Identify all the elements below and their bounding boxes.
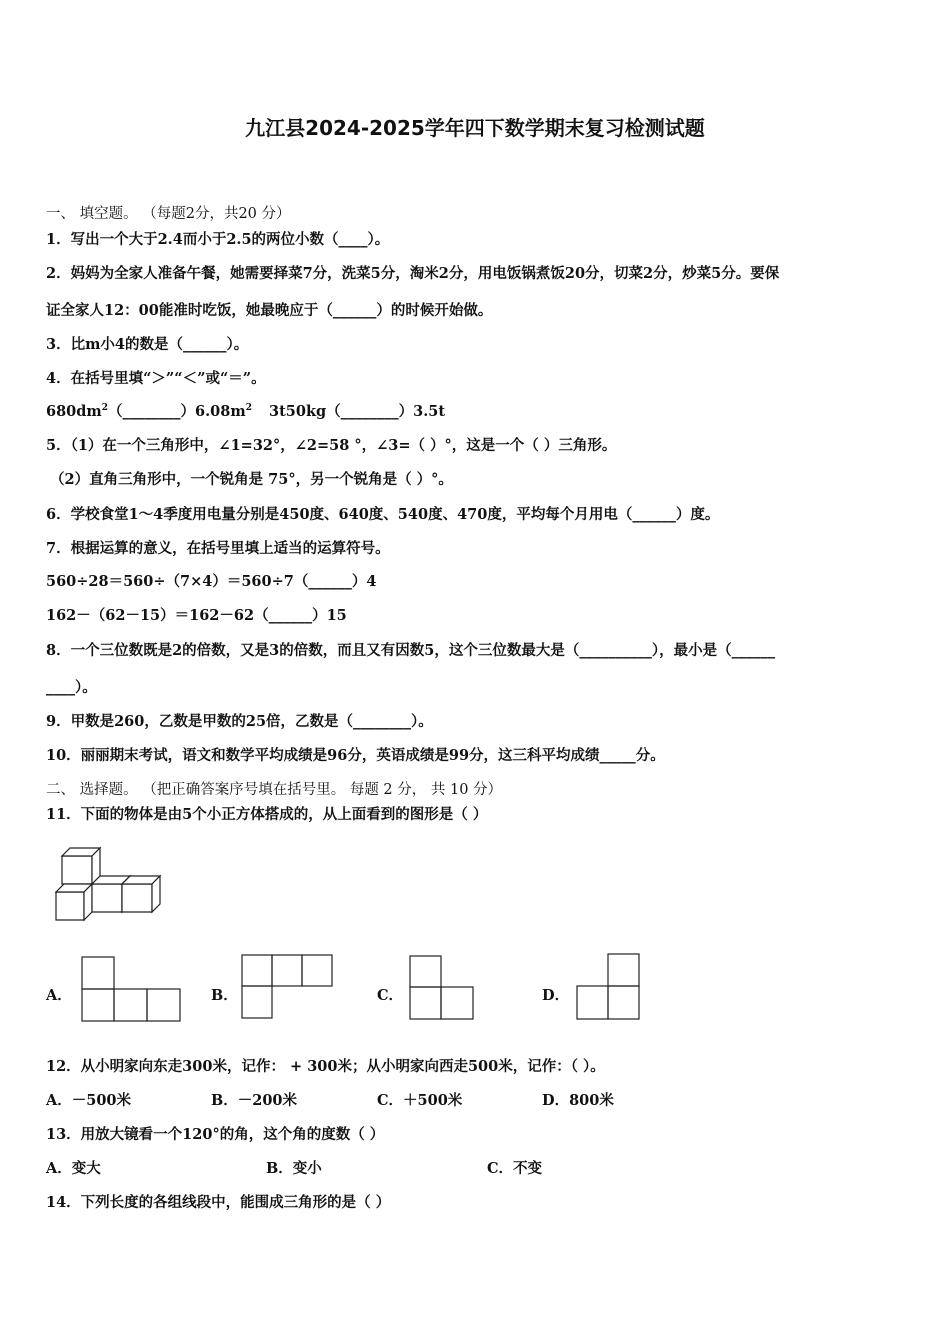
question-8-line-1: 8．一个三位数既是2的倍数，又是3的倍数，而且又有因数5，这个三位数最大是（__________），最小是（______: [46, 642, 776, 659]
q12-option-d: D．800米: [542, 1092, 614, 1109]
question-7-b: 162－（62－15）＝162－62（______）15: [46, 607, 347, 624]
q11-cube-figure: [50, 844, 170, 924]
q12-option-b: B．－200米: [211, 1092, 298, 1109]
question-11: 11．下面的物体是由5个小正方体搭成的，从上面看到的图形是（ ）: [46, 806, 488, 823]
question-3: 3．比m小4的数是（______）。: [46, 336, 249, 353]
page-title: 九江县2024-2025学年四下数学期末复习检测试题: [245, 116, 705, 140]
section-1-heading: 一、 填空题。 （每题2分，共20 分）: [46, 206, 291, 222]
q4-item-a-sup: 2: [101, 403, 109, 414]
question-7: 7．根据运算的意义，在括号里填上适当的运算符号。: [46, 540, 390, 557]
q11-option-d-figure: [577, 953, 643, 1021]
question-2-line-1: 2．妈妈为全家人准备午餐，她需要择菜7分，洗菜5分，淘米2分，用电饭锅煮饭20分，切菜2分，炒菜5分。要保: [46, 265, 780, 282]
section-2-heading: 二、 选择题。 （把正确答案序号填在括号里。 每题 2 分， 共 10 分）: [46, 782, 503, 798]
q11-option-c-label: C．: [377, 987, 404, 1004]
question-2-line-2: 证全家人12：00能准时吃饭，她最晚应于（______）的时候开始做。: [46, 302, 493, 319]
q4-item-b: 3t50kg（________）3.5t: [269, 403, 446, 420]
q4-item-a-left: 680dm: [46, 403, 102, 420]
q12-option-a: A．－500米: [46, 1092, 132, 1109]
question-4-items: [46, 400, 445, 421]
question-1: 1．写出一个大于2.4而小于2.5的两位小数（____）。: [46, 231, 390, 248]
question-4: 4．在括号里填“＞”“＜”或“＝”。: [46, 370, 266, 387]
q13-option-a: A．变大: [46, 1160, 101, 1177]
question-5-part-1: 5．（1）在一个三角形中，∠1=32°，∠2=58 °，∠3=（ ）°，这是一个（ ）三角形。: [46, 437, 617, 454]
question-9: 9．甲数是260，乙数是甲数的25倍，乙数是（________）。: [46, 713, 433, 730]
q12-option-c: C．＋500米: [377, 1092, 463, 1109]
q13-option-c: C．不变: [487, 1160, 543, 1177]
question-10: 10．丽丽期末考试，语文和数学平均成绩是96分，英语成绩是99分，这三科平均成绩_____分。: [46, 747, 665, 764]
q11-option-a-label: A．: [46, 987, 72, 1004]
q11-option-a-figure: [82, 956, 182, 1022]
q11-option-d-label: D．: [542, 987, 570, 1004]
question-7-a: 560÷28＝560÷（7×4）＝560÷7（______）4: [46, 573, 377, 590]
q11-option-b-label: B．: [211, 987, 238, 1004]
question-5-part-2: （2）直角三角形中，一个锐角是 75°，另一个锐角是（ ）°。: [50, 471, 453, 488]
q13-option-b: B．变小: [266, 1160, 322, 1177]
question-8-line-2: ____）。: [46, 679, 97, 696]
question-12: 12．从小明家向东走300米，记作： + 300米；从小明家向西走500米，记作：（ ）。: [46, 1058, 605, 1075]
question-13: 13．用放大镜看一个120°的角，这个角的度数（ ）: [46, 1126, 385, 1143]
question-6: 6．学校食堂1～4季度用电量分别是450度、640度、540度、470度，平均每个月用电（______）度。: [46, 506, 720, 523]
q11-option-c-figure: [410, 955, 476, 1021]
q4-item-a-mid: （________）6.08m: [108, 403, 246, 420]
question-14: 14．下列长度的各组线段中，能围成三角形的是（ ）: [46, 1194, 391, 1211]
q11-option-b-figure: [242, 954, 336, 1020]
q4-item-a-sup2: 2: [245, 403, 252, 414]
